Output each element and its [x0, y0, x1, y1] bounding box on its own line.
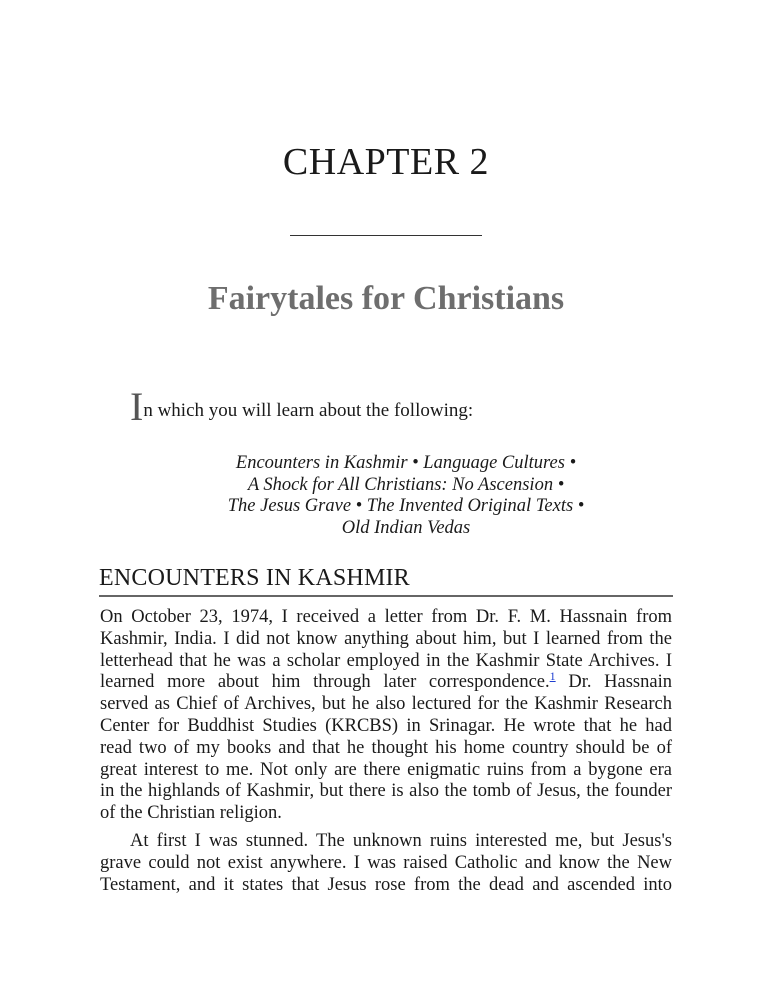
body-paragraph	[100, 607, 672, 825]
topic-list	[0, 453, 772, 540]
paragraph-line: On October 23, 1974, I received a letter from Dr. F. M. Hassnain from	[100, 607, 672, 627]
section-heading: ENCOUNTERS IN KASHMIR	[99, 563, 673, 597]
paragraph-line: grave could not exist anywhere. I was raised Catholic and know the New	[100, 852, 672, 873]
paragraph-line: Testament, and it states that Jesus rose from the dead and ascended into	[100, 874, 672, 895]
paragraph-line: in the highlands of Kashmir, but there is also the tomb of Jesus, the founder	[100, 781, 672, 802]
chapter-divider	[290, 235, 482, 236]
paragraph-line: of the Christian religion.	[100, 803, 282, 824]
line-text: learned more about him through later correspondence.	[100, 672, 550, 693]
topic-line: A Shock for All Christians: No Ascension •	[247, 474, 565, 495]
paragraph-line: Center for Buddhist Studies (KRCBS) in Srinagar. He wrote that he had	[100, 715, 672, 736]
intro-line	[130, 384, 474, 429]
topic-line: Encounters in Kashmir • Language Cultures •	[235, 453, 577, 473]
paragraph-line: letterhead that he was a scholar employed in the Kashmir State Archives. I	[100, 650, 672, 671]
paragraph-line: read two of my books and that he thought his home country should be of	[100, 737, 672, 758]
paragraph-line: At first I was stunned. The unknown ruins interested me, but Jesus's	[130, 831, 672, 851]
topic-line: The Jesus Grave • The Invented Original Texts •	[227, 496, 585, 517]
chapter-title: Fairytales for Christians	[207, 280, 565, 317]
paragraph-line: great interest to me. Not only are there enigmatic ruins from a bygone era	[100, 759, 672, 780]
intro-text: n which you will learn about the following:	[143, 400, 474, 421]
chapter-number: CHAPTER 2	[282, 141, 490, 183]
paragraph-line	[100, 669, 672, 694]
footnote-link[interactable]: 1	[549, 669, 556, 684]
paragraph-line: served as Chief of Archives, but he also lectured for the Kashmir Research	[100, 694, 672, 715]
line-text: Dr. Hassnain	[555, 672, 672, 693]
paragraph-line: Kashmir, India. I did not know anything about him, but I learned from the	[100, 628, 672, 649]
body-paragraph	[100, 831, 672, 896]
topic-line: Old Indian Vedas	[341, 518, 471, 539]
drop-cap: I	[130, 384, 144, 429]
